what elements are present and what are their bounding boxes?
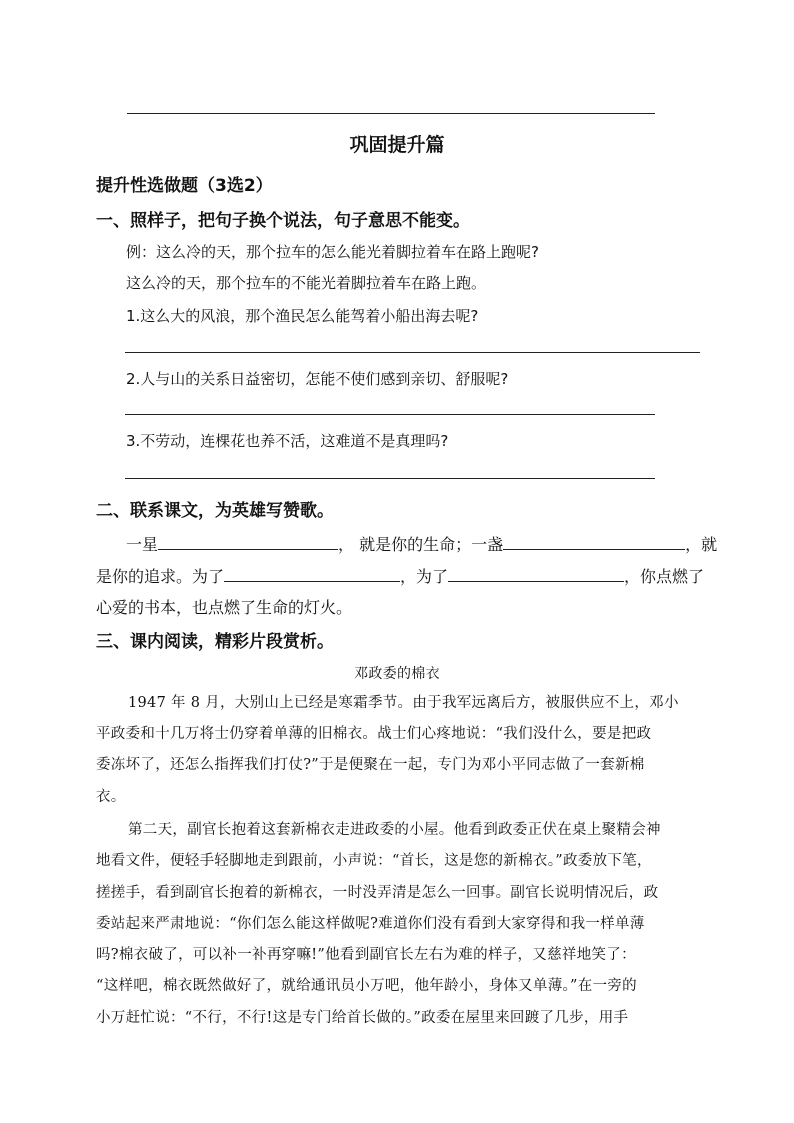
blank-field[interactable]	[158, 533, 338, 550]
subheading: 提升性选做题（3选2）	[96, 176, 273, 196]
section1-heading: 一、照样子，把句子换个说法，句子意思不能变。	[96, 211, 470, 231]
passage-line: “这样吧，棉衣既然做好了，就给通讯员小万吧，他年龄小，身体又单薄。”在一旁的	[96, 978, 637, 994]
passage-line: 衣。	[96, 789, 126, 805]
section2-heading: 二、联系课文，为英雄写赞歌。	[96, 501, 334, 521]
passage-line: 委冻坏了，还怎么指挥我们打仗?”于是便聚在一起，专门为邓小平同志做了一套新棉	[96, 757, 645, 773]
page-title: 巩固提升篇	[349, 134, 445, 156]
answer-line-2[interactable]	[125, 414, 655, 415]
fill-text: ， 就是你的生命；一盏	[338, 535, 504, 554]
fill-text: 一星	[126, 535, 159, 554]
passage-line: 吗?棉衣破了，可以补一补再穿嘛!”他看到副官长左右为难的样子，又慈祥地笑了：	[96, 947, 636, 963]
passage-line: 第二天，副官长抱着这套新棉衣走进政委的小屋。他看到政委正伏在桌上聚精会神	[128, 822, 661, 838]
exercise-item-1: 1.这么大的风浪，那个渔民怎么能驾着小船出海去呢?	[126, 307, 479, 325]
fill-line-1	[126, 532, 717, 555]
passage-line: 地看文件，便轻手轻脚地走到跟前，小声说：“首长，这是您的新棉衣。”政委放下笔，	[96, 853, 652, 869]
passage-title: 邓政委的棉衣	[354, 666, 440, 682]
header-rule	[127, 113, 655, 114]
answer-line-3[interactable]	[125, 478, 655, 479]
passage-line: 1947 年 8 月，大别山上已经是寒霜季节。由于我军远离后方，被服供应不上，邓小	[128, 695, 679, 711]
example-question: 例：这么冷的天，那个拉车的怎么能光着脚拉着车在路上跑呢?	[126, 243, 539, 261]
blank-field[interactable]	[503, 533, 685, 550]
passage-line: 小万赶忙说：“不行，不行!这是专门给首长做的。”政委在屋里来回踱了几步，用手	[96, 1010, 629, 1026]
fill-text: ，就	[685, 535, 718, 554]
exercise-item-3: 3.不劳动，连棵花也养不活，这难道不是真理吗?	[126, 432, 449, 450]
fill-text: ，你点燃了	[624, 567, 705, 586]
passage-line: 平政委和十几万将士仍穿着单薄的旧棉衣。战士们心疼地说：“我们没什么，要是把政	[96, 726, 652, 742]
fill-text: ，为了	[400, 567, 449, 586]
section3-heading: 三、课内阅读，精彩片段赏析。	[96, 632, 334, 652]
blank-field[interactable]	[224, 565, 400, 582]
example-answer: 这么冷的天，那个拉车的不能光着脚拉着车在路上跑。	[126, 274, 487, 292]
passage-line: 搓搓手，看到副官长抱着的新棉衣，一时没弄清是怎么一回事。副官长说明情况后，政	[96, 885, 659, 901]
fill-line-3: 心爱的书本，也点燃了生命的灯火。	[96, 598, 353, 617]
exercise-item-2: 2.人与山的关系日益密切，怎能不使们感到亲切、舒服呢?	[126, 370, 509, 388]
passage-line: 委站起来严肃地说：“你们怎么能这样做呢?难道你们没有看到大家穿得和我一样单薄	[96, 916, 645, 932]
blank-field[interactable]	[448, 565, 624, 582]
answer-line-1[interactable]	[125, 352, 700, 353]
fill-line-2	[96, 564, 704, 587]
fill-text: 是你的追求。为了	[96, 567, 225, 586]
